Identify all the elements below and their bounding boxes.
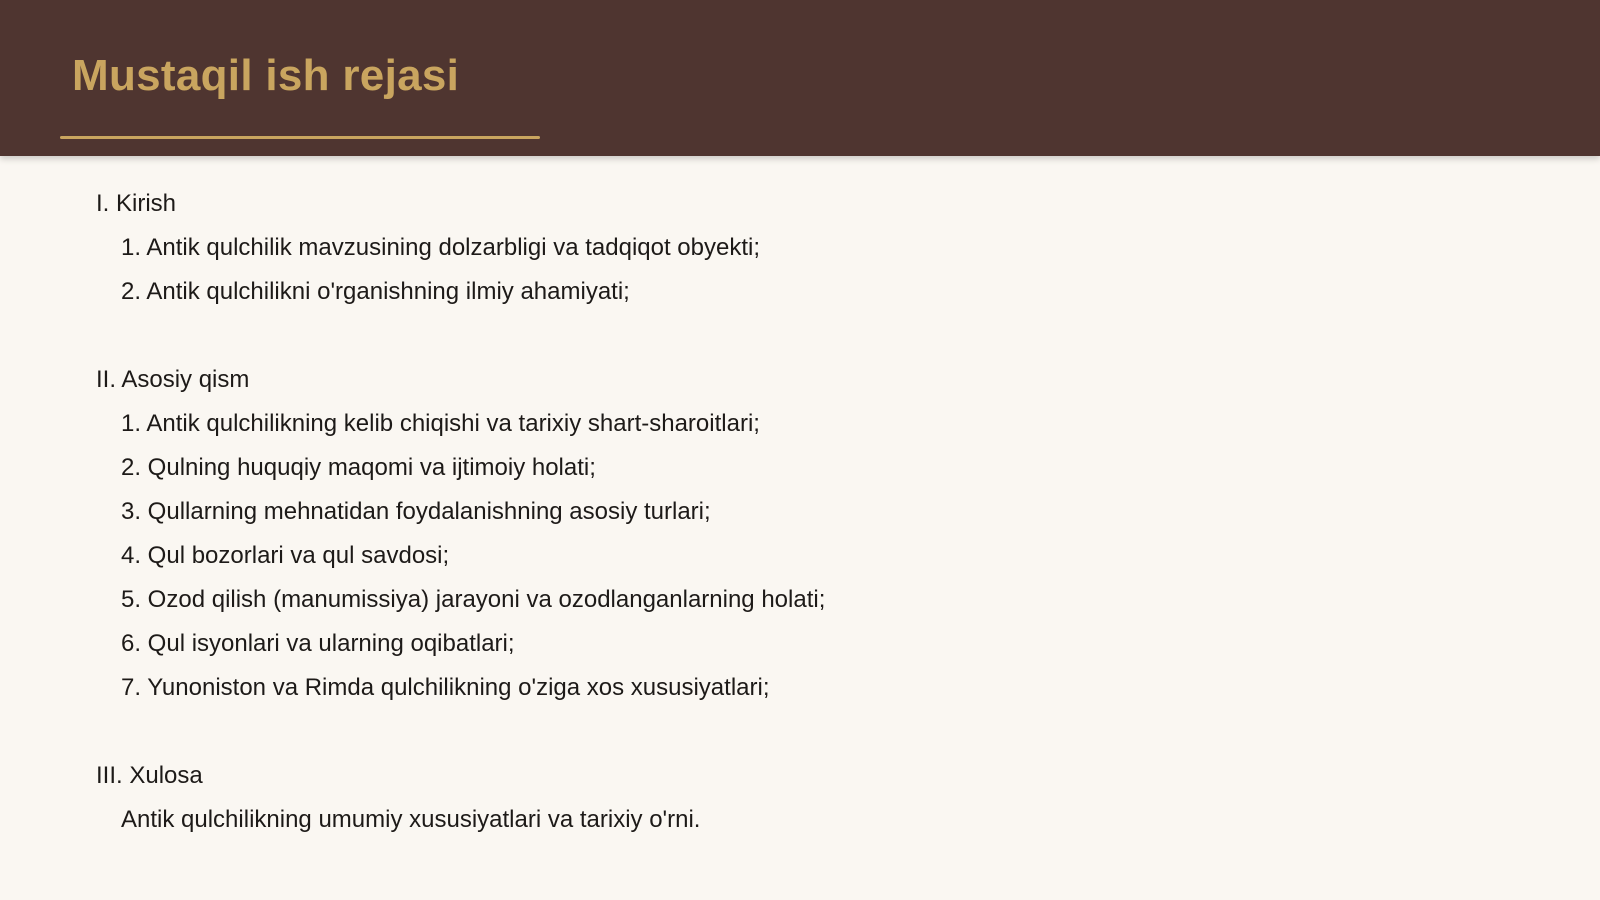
outline-item: 5. Ozod qilish (manumissiya) jarayoni va ozodlanganlarning holati; <box>121 586 826 613</box>
outline-content <box>96 182 1496 842</box>
outline-item: 1. Antik qulchilikning kelib chiqishi va tarixiy shart-sharoitlari; <box>121 410 760 437</box>
outline-item: 1. Antik qulchilik mavzusining dolzarbligi va tadqiqot obyekti; <box>121 234 761 261</box>
outline-item: 6. Qul isyonlari va ularning oqibatlari; <box>121 630 515 657</box>
title-underline <box>60 136 540 139</box>
spacer <box>96 710 1496 754</box>
outline-item: 3. Qullarning mehnatidan foydalanishning asosiy turlari; <box>121 498 711 525</box>
section-heading-intro: I. Kirish <box>96 190 177 217</box>
outline-item: 2. Qulning huquqiy maqomi va ijtimoiy holati; <box>121 454 596 481</box>
spacer <box>96 314 1496 358</box>
slide-header <box>0 0 1600 156</box>
outline-item: 7. Yunoniston va Rimda qulchilikning o'ziga xos xususiyatlari; <box>121 674 770 701</box>
outline-item: 2. Antik qulchilikni o'rganishning ilmiy ahamiyati; <box>121 278 630 305</box>
conclusion-text: Antik qulchilikning umumiy xususiyatlari va tarixiy o'rni. <box>121 806 701 833</box>
outline-item: 4. Qul bozorlari va qul savdosi; <box>121 542 450 569</box>
section-heading-main: II. Asosiy qism <box>96 366 250 393</box>
section-heading-conclusion: III. Xulosa <box>96 762 203 789</box>
slide-title: Mustaqil ish rejasi <box>72 51 460 100</box>
